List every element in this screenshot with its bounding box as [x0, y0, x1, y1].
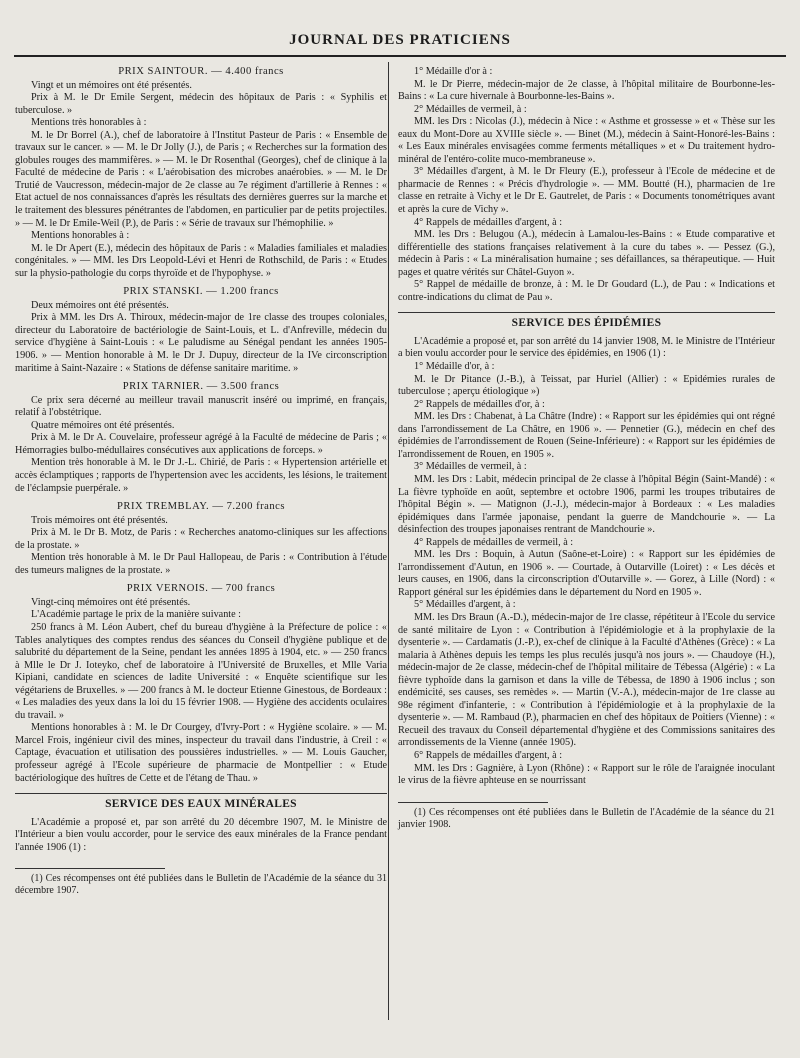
paragraph: 250 francs à M. Léon Aubert, chef du bureau d'hygiène à la Préfecture de police : « Tables analytiques des comptes rendus des séances du Conseil d'hygiène publique et de salubrité du département de la Seine, pendant les années 1895 à 1904, etc. » — 250 francs à Mlle le Dr J. Ioteyko, chef de laboratoire à l'Université de Bruxelles, et Mlle Varia Kipiani, candidate en sciences de ladite Université : « Enquête scientifique sur les végétariens de Bruxelles. » — 200 francs à M. le docteur Etienne Ginestous, de Bordeaux : « Les maladies des yeux dans la loi du 15 février 1908. — Hygiène des accidents oculaires du travail. » — [15, 621, 387, 721]
paragraph: MM. les Drs : Chabenat, à La Châtre (Indre) : « Rapport sur les épidémies qui ont régné dans l'arrondissement de La Châtre, en 1906 ». — Pennetier (G.), médecin en chef des épidémies de l'arrondissement de Rouen (Seine-Inférieure) : « Rapport sur les épidémies de l'arrondissement de Rouen, en 1905 ». — [398, 411, 775, 460]
paragraph: Deux mémoires ont été présentés. — [31, 299, 169, 311]
subheading: 4° Rappels de médailles de vermeil, à : — [414, 536, 574, 548]
paragraph: 5° Rappel de médaille de bronze, à : M. le Dr Goudard (L.), de Pau : « Indications et contre-indications du climat de Pau ». — [398, 279, 775, 303]
subheading: 1° Médaille d'or à : — [414, 66, 493, 77]
paragraph: M. le Dr Borrel (A.), chef de laboratoire à l'Institut Pasteur de Paris : « Ensemble de travaux sur le cancer. » — M. le Dr Jolly (J.), de Paris ; « Recherches sur la formation des globules rouges des mammifères. » — M. le Dr Rosenthal (Georges), chef de clinique à la Faculté de médecine de Paris : « L'aérobisation des microbes anaérobies. » — M. le Dr Trutié de Vaucresson, médecin-major de 2e classe au 7e régiment d'artillerie à Rennes : « Etat actuel de nos connaissances d'après les résultats des dernières guerres sur la marche et le traitement des blessures pénétrantes de l'abdomen, en particulier par de petits projectiles. » — M. le Dr Emile-Weil (P.), de Paris : « Série de travaux sur l'hémophilie. » — [15, 129, 387, 229]
prize-title: PRIX TARNIER. — 3.500 francs — [122, 381, 280, 393]
page-header: JOURNAL DES PRATICIENS — [289, 32, 511, 48]
paragraph: Mentions honorables à : M. le Dr Courgey, d'Ivry-Port : « Hygiène scolaire. » — M. Marcel Frois, ingénieur civil des mines, inspecteur du travail dans l'industrie, à Creil : « Captage, évacuation et utilisation des poussières industrielles. » — M. Louis Gaucher, professeur agrégé à l'Ecole supérieure de pharmacie de Montpellier : « Etude bactériologique des huîtres de Cette et de l'étang de Thau. » — [15, 722, 387, 784]
column-divider — [388, 62, 389, 1020]
subheading: 2° Rappels de médailles d'or, à : — [414, 398, 545, 410]
paragraph: Prix à M. le Dr A. Couvelaire, professeur agrégé à la Faculté de médecine de Paris ; « Hémorragies bulbo-médullaires consécutives aux applications de forceps. » — [15, 432, 387, 456]
footnote: (1) Ces récompenses ont été publiées dans le Bulletin de l'Académie de la séance du 31 décembre 1907. — [15, 873, 387, 897]
paragraph: Vingt-cinq mémoires ont été présentés. — [31, 596, 191, 608]
paragraph: L'Académie a proposé et, par son arrêté du 20 décembre 1907, M. le Ministre de l'Intérieur a bien voulu accorder, pour le service des eaux minérales de la France pendant l'année 1906 (1) : — [15, 816, 387, 853]
paragraph: Trois mémoires ont été présentés. — [31, 514, 168, 526]
header-rule — [14, 55, 786, 57]
paragraph: M. le Dr Pitance (J.-B.), à Teissat, par Huriel (Allier) : « Epidémies rurales de tuberculose ; aperçu étiologique ») — [398, 373, 775, 398]
paragraph: MM. les Drs : Gagnière, à Lyon (Rhône) : « Rapport sur le rôle de l'araignée inoculant le virus de la fièvre aphteuse en se nourrissant — [398, 762, 775, 787]
paragraph: Prix à M. le Dr B. Motz, de Paris : « Recherches anatomo-cliniques sur les affections de la prostate. » — [15, 527, 387, 551]
paragraph: MM. les Drs : Labit, médecin principal de 2e classe à l'hôpital Bégin (Saint-Mandé) : « La fièvre typhoïde en août, septembre et octobre 1906, parmi les troupes tributaires de l'hôpital Bégin ». — Matignon (J.-J.), médecin-major à Bordeaux : « Les maladies épidémiques dans l'armée japonaise, pendant la guerre de Mandchourie ». — La désinfection des troupes japonaises rentrant de Mandchourie ». — [398, 473, 775, 536]
paragraph: MM. les Drs : Nicolas (J.), médecin à Nice : « Asthme et grossesse » et « Thèse sur les eaux du Mont-Dore au XVIIIe siècle ». — Binet (M.), médecin à Saint-Honoré-les-Bains : « Les Eaux minérales envisagées comme ferments métalliques » et « Du traitement hydro-minéral de l'entéro-colite muco-membraneuse ». — [398, 116, 775, 165]
left-column — [15, 66, 387, 897]
subheading: 2° Médailles de vermeil, à : — [414, 103, 527, 115]
paragraph: Mentions très honorables à : — [31, 117, 147, 129]
prize-title: PRIX STANSKI. — 1.200 francs — [123, 286, 279, 298]
right-column — [398, 66, 775, 831]
paragraph: L'Académie a proposé et, par son arrêté du 14 janvier 1908, M. le Ministre de l'Intérieur a bien voulu accorder pour le service des épidémies, en 1906 (1) : — [398, 335, 775, 360]
section-heading: SERVICE DES EAUX MINÉRALES — [15, 793, 387, 811]
paragraph: Mention très honorable à M. le Dr J.-L. Chirié, de Paris : « Hypertension artérielle et accès éclamptiques ; rapports de l'hypertension avec les accidents, les lésions, le traitement de l'éclampsie puerpérale. » — [15, 457, 387, 494]
prize-title: PRIX VERNOIS. — 700 francs — [126, 583, 276, 595]
paragraph: MM. les Drs : Belugou (A.), médecin à Lamalou-les-Bains : « Etude comparative et différentielle des stations françaises relativement à la cure du tabes ». — Pessez (G.), médecin à Paris : « La minéralisation humaine ; ses défaillances, sa thérapeutique. — Huit pages et quatre vérités sur Châtel-Guyon ». — [398, 229, 775, 278]
paragraph: M. le Dr Apert (E.), médecin des hôpitaux de Paris : « Maladies familiales et maladies congénitales. » — MM. les Drs Leopold-Lévi et Henri de Rothschild, de Paris : « Etudes sur la physio-pathologie du corps thyroïde et de l'hypophyse. » — [15, 242, 387, 279]
paragraph: 3° Médailles d'argent, à M. le Dr Fleury (E.), professeur à l'Ecole de médecine et de pharmacie de Rennes : « Précis d'hydrologie ». — MM. Boutté (H.), pharmacien de 1re classe en retraite à Vichy et le Dr E. Gautrelet, de Paris : « Documents tonométriques avant et après la cure de Vichy ». — [398, 166, 775, 216]
subheading: 6° Rappels de médailles d'argent, à : — [414, 749, 563, 761]
prize-title: PRIX TREMBLAY. — 7.200 francs — [117, 501, 285, 513]
paragraph: Vingt et un mémoires ont été présentés. — [31, 79, 192, 91]
subheading: 1° Médaille d'or, à : — [414, 361, 495, 373]
paragraph: MM. les Drs Braun (A.-D.), médecin-major de 1re classe, répétiteur à l'Ecole du service de santé militaire de Lyon : « Contribution à l'épidémiologie et à la prophylaxie de la dysenterie ». — Cardamatis (J.-P.), ex-chef de clinique à la Faculté d'Athènes (Grèce) : « La malaria à Athènes depuis les temps les plus reculés jusqu'à nos jours ». — Chaudoye (H.), médecin-major de 2e classe, médecin-chef de l'hôpital militaire de Tébessa (Algérie) : « La fièvre typhoïde dans la garnison et dans la ville de Tébessa, de 1890 à 1906 inclus ; son endémicité, ses causes, ses remèdes ». — Martin (V.-A.), médecin-major de 1re classe au 98e régiment d'infanterie, : « Contribution à l'épidémiologie et à la prophylaxie de la dysenterie ». — M. Rambaud (P.), pharmacien en chef des hôpitaux de Poitiers (Vienne) : « Recueil des travaux du Conseil départemental d'hygiène et des Commissions sanitaires des arrondissements de la Vienne (année 1905). — [398, 611, 775, 749]
footnote: (1) Ces récompenses ont été publiées dans le Bulletin de l'Académie de la séance du 21 janvier 1908. — [398, 806, 775, 830]
paragraph: Prix à MM. les Drs A. Thiroux, médecin-major de 1re classe des troupes coloniales, directeur du Laboratoire de bactériologie de Saint-Louis, et L. d'Anfreville, médecin du service d'hygiène à Saint-Louis : « Le paludisme au Sénégal pendant les années 1905-1906. » — Mention honorable à M. le Dr J. Dupuy, directeur de la IVe circonscription maritime à Saint-Nazaire : « Stations de défense sanitaire maritime. » — [15, 312, 387, 374]
prize-title: PRIX SAINTOUR. — 4.400 francs — [118, 66, 284, 77]
paragraph: M. le Dr Pierre, médecin-major de 2e classe, à l'hôpital militaire de Bourbonne-les-Bains : « La cure hivernale à Bourbonne-les-Bains ». — [398, 78, 775, 103]
paragraph: Mention très honorable à M. le Dr Paul Hallopeau, de Paris : « Contribution à l'étude des tumeurs malignes de la prostate. » — [15, 552, 387, 576]
subheading: 5° Médailles d'argent, à : — [414, 599, 516, 611]
paragraph: Mentions honorables à : — [31, 230, 130, 242]
paragraph: Quatre mémoires ont été présentés. — [31, 419, 175, 431]
paragraph: L'Académie partage le prix de la manière suivante : — [31, 609, 242, 621]
subheading: 3° Médailles de vermeil, à : — [414, 461, 527, 473]
subheading: 4° Rappels de médailles d'argent, à : — [414, 216, 563, 228]
paragraph: Ce prix sera décerné au meilleur travail manuscrit inséré ou imprimé, en français, relatif à l'obstétrique. — [15, 394, 387, 419]
section-heading: SERVICE DES ÉPIDÉMIES — [398, 312, 775, 330]
paragraph: Prix à M. le Dr Emile Sergent, médecin des hôpitaux de Paris : « Syphilis et tuberculose. » — [15, 92, 387, 116]
paragraph: MM. les Drs : Boquin, à Autun (Saône-et-Loire) : « Rapport sur les épidémies de l'arrondissement d'Autun, en 1906 ». — Courtade, à Outarville (Loiret) : « Les décès et leurs causes, en 1906, dans la circonscription d'Outarville ». — Gorez, à Lille (Nord) : « Rapport général sur les épidémies dans le département du Nord en 1905 ». — [398, 549, 775, 598]
